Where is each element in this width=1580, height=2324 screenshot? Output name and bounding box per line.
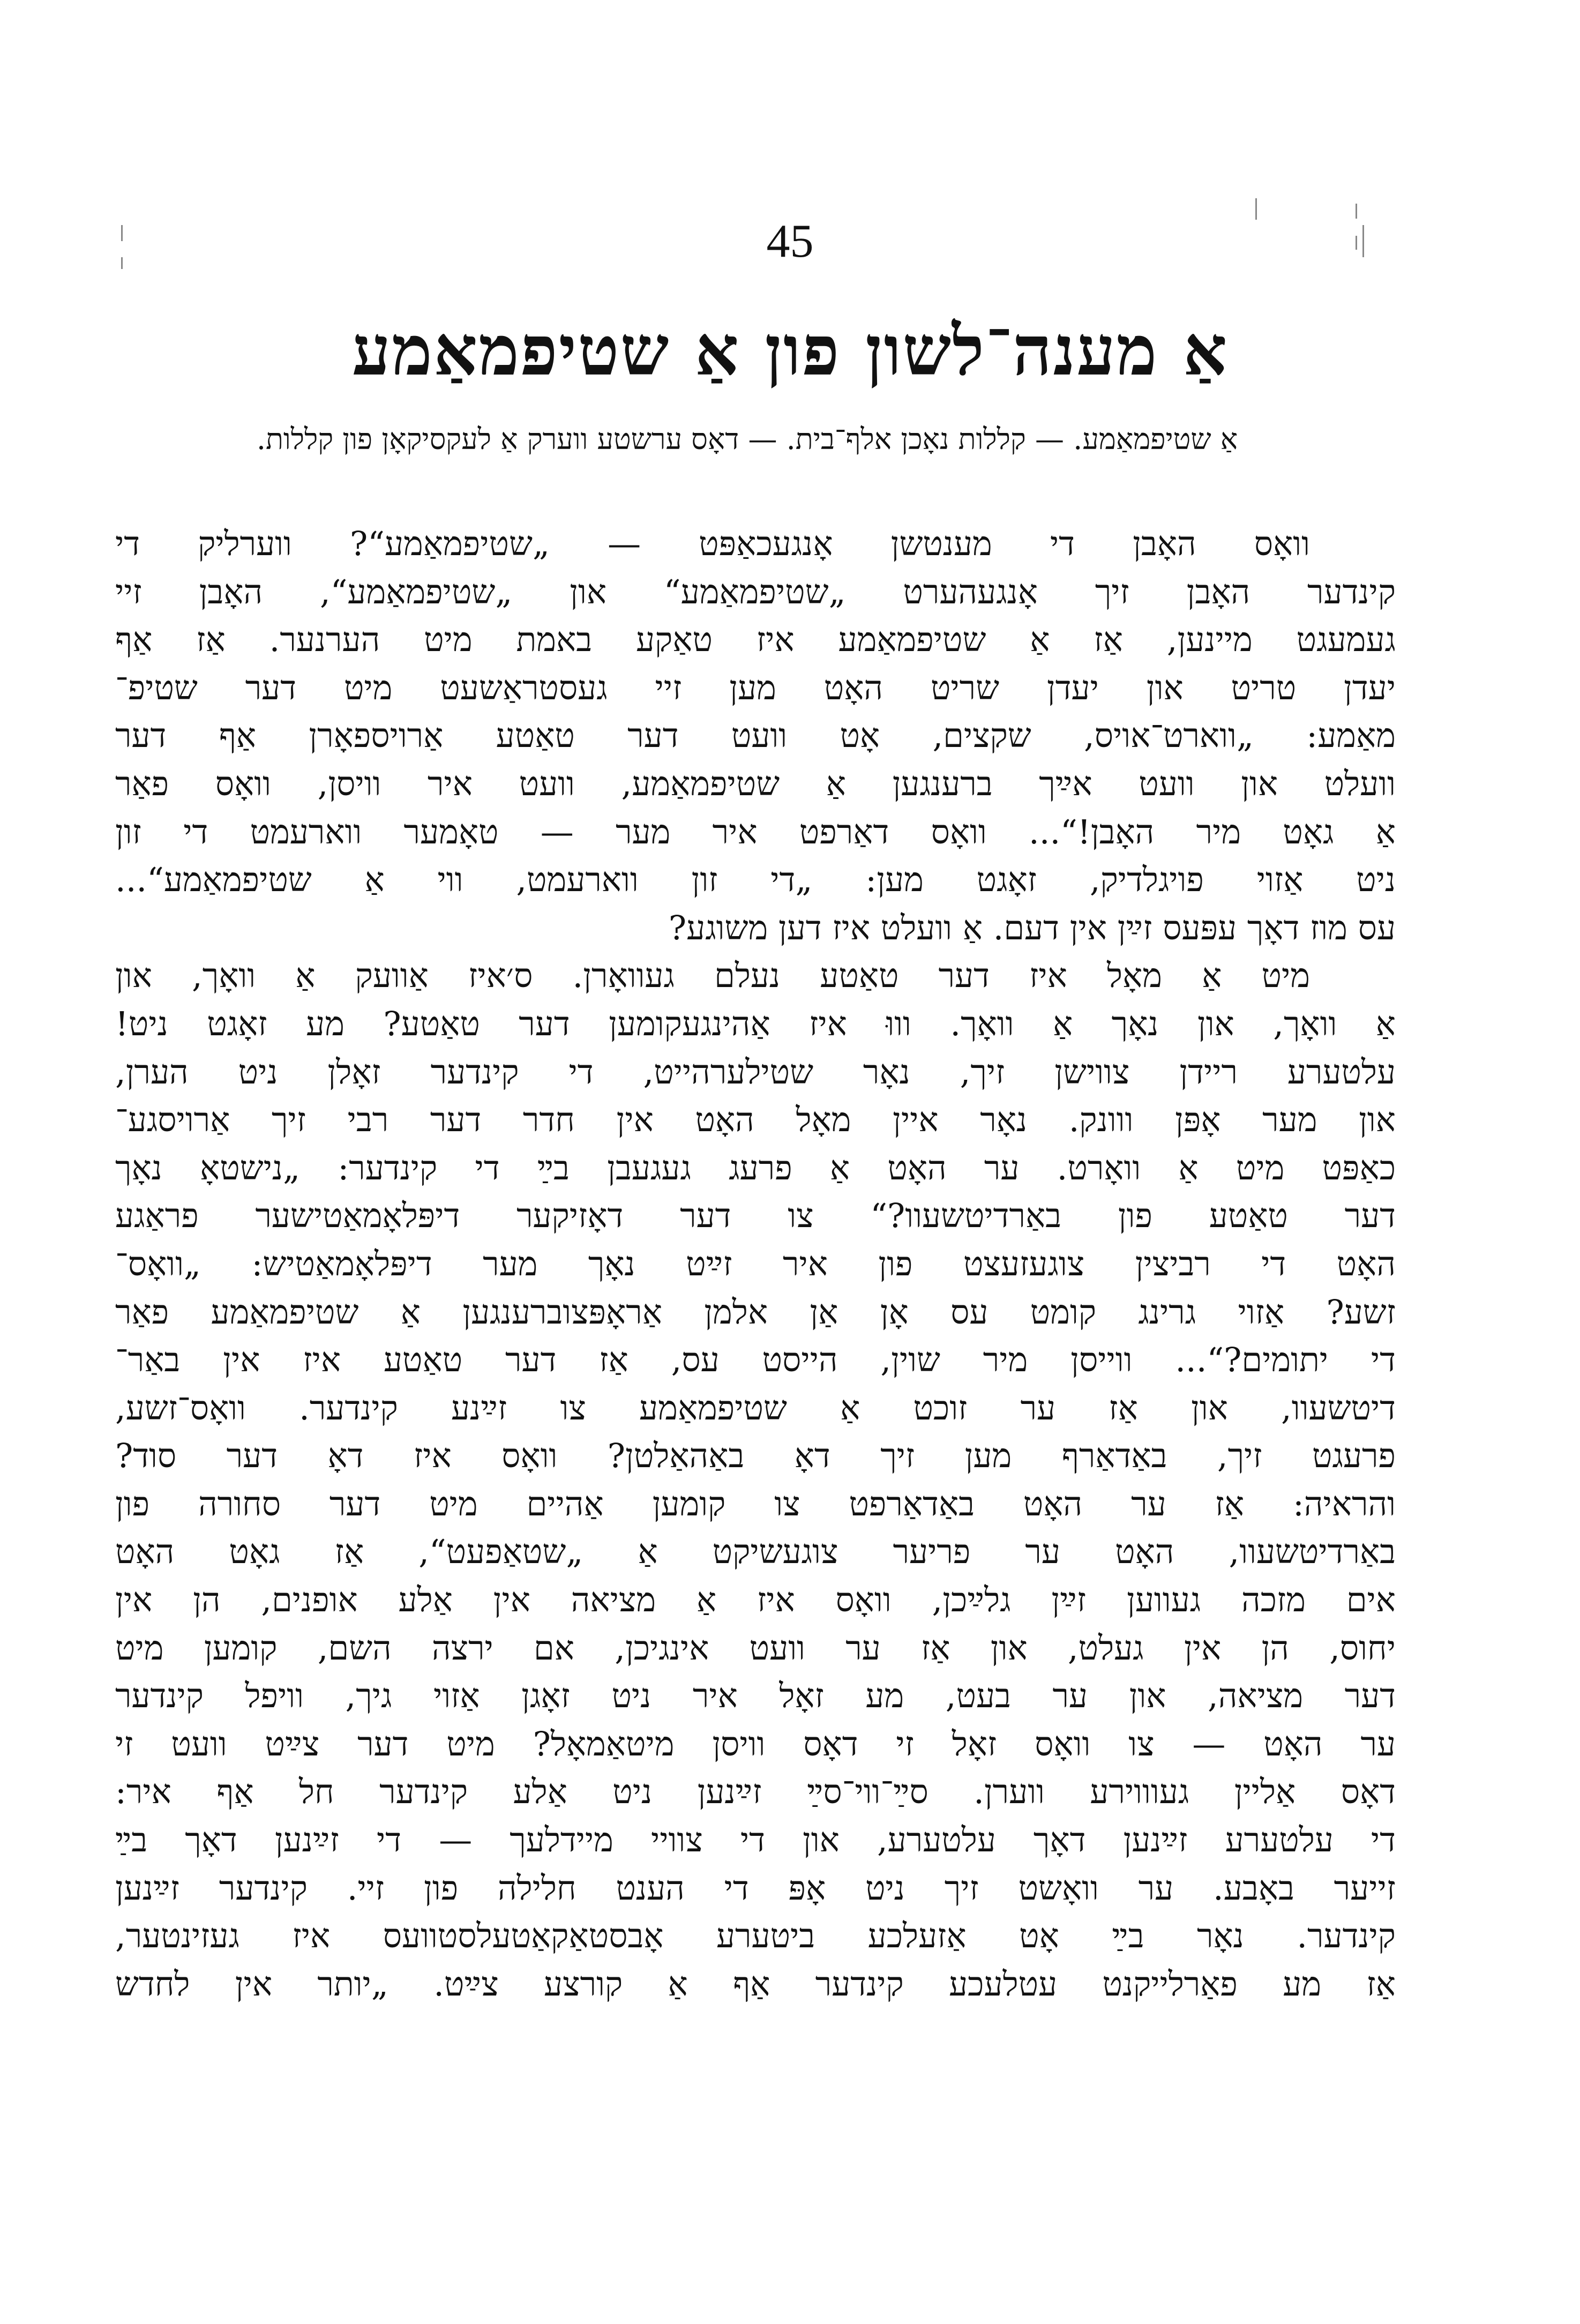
text-line: דאָס אַליין געוווירע ווערן. סײַ־ווי־סײַ זײַנען ניט אַלע קינדער חל אַף איר: — [115, 1772, 1396, 1812]
text-line: די יתומים?“... ווייסן מיר שוין, הייסט עס, אַז דער טאַטע איז אין באַר־ — [115, 1340, 1396, 1380]
text-line: באַרדיטשעוו, האָט ער פריער צוגעשיקט אַ „שטאַפעט“, אַז גאָט האָט — [115, 1532, 1396, 1572]
text-line: דיטשעוו, און אַז ער זוכט אַ שטיפמאַמע צו זײַנע קינדער. וואָס־זשע, — [115, 1388, 1396, 1428]
text-line: די עלטערע זײַנען דאָך עלטערע, און די צוויי מיידלעך — די זײַנען דאָך בײַ — [115, 1820, 1396, 1860]
text-line: קינדער. נאָר בײַ אָט אַזעלכע ביטערע אָבסטאַקאַטעלסטוועס איז געזינטער, — [115, 1916, 1396, 1956]
text-line: וואָס האָבן די מענטשן אָנגעכאַפּט — „שטיפמאַמע“? ווערליק די — [115, 524, 1310, 563]
text-line: וועלט און וועט אײַך ברענגען אַ שטיפמאַמע, וועט איר וויסן, וואָס פאַר — [115, 764, 1396, 803]
text-line: מאַמע: „ווארט־אויס, שקצים, אָט וועט דער טאַטע אַרויספאָרן אַף דער — [115, 716, 1396, 756]
text-line: יחוס, הן אין געלט, און אַז ער וועט אינגיכן, אם ירצה השם, קומען מיט — [115, 1628, 1396, 1668]
text-line: זייער באָבע. ער וואָשט זיך ניט אָפּ די הענט חלילה פון זיי. קינדער זײַנען — [115, 1868, 1396, 1908]
text-line: מיט אַ מאָל איז דער טאַטע נעלם געוואָרן. ס׳איז אַוועק אַ וואָך, און — [115, 956, 1310, 996]
text-line: עלטערע ריידן צווישן זיך, נאָר שטילערהייט, די קינדער זאָלן ניט הערן, — [115, 1052, 1396, 1092]
text-line: אַ גאָט מיר האָבן!“... וואָס דאַרפט איר מער — טאָמער ווארעמט די זון — [115, 812, 1396, 851]
text-line: אַז מע פאַרלייקנט עטלעכע קינדער אַף אַ קורצע צײַט. „יותר אין לחדש — [115, 1964, 1396, 2004]
page-number: 45 — [766, 215, 814, 267]
text-line: עס מוז דאָך עפּעס זײַן אין דעם. אַ וועלט איז דען משוגע? — [668, 908, 1396, 947]
text-line: זשע? אַזוי גרינג קומט עס אָן אַן אלמן אַראָפּצוברענגען אַ שטיפמאַמע פאַר — [115, 1292, 1396, 1332]
text-line: ניט אַזוי פויגלדיק, זאָגט מען: „די זון ווארעמט, ווי אַ שטיפמאַמע“... — [115, 860, 1396, 900]
text-line: פרעגט זיך, באַדאַרף מען זיך דאָ באַהאַלטן? וואָס איז דאָ דער סוד? — [115, 1436, 1396, 1476]
chapter-summary: אַ שטיפמאַמע. — קללות נאָכן אלף־בית. — דאָס ערשטע ווערק אַ לעקסיקאָן פון קללות. — [256, 422, 1238, 456]
text-line: און מער אָפּן ווונק. נאָר איין מאָל האָט אין חדר דער רבי זיך אַרויסגע־ — [115, 1100, 1396, 1140]
text-line: געמעגט מיינען, אַז אַ שטיפמאַמע איז טאַקע באמת מיט הערנער. אַז אַף — [115, 620, 1396, 660]
text-line: דער מציאה, און ער בעט, מע זאָל איר ניט זאָגן אַזוי גיך, וויפל קינדער — [115, 1676, 1396, 1716]
text-line: אַ וואָך, און נאָך אַ וואָך. וווּ איז אַהינגעקומען דער טאַטע? מע זאָגט ניט! — [115, 1004, 1396, 1043]
text-line: כאַפּט מיט אַ וואָרט. ער האָט אַ פרעג געגעבן בײַ די קינדער: „נישטאָ נאָך — [115, 1148, 1396, 1187]
chapter-title: אַ מענה־לשון פון אַ שטיפמאַמע — [351, 311, 1229, 391]
body-text — [115, 520, 1396, 2008]
text-line: קינדער האָבן זיך אָנגעהערט „שטיפמאַמע“ און „שטיפמאַמע“, האָבן זיי — [115, 572, 1396, 611]
text-line: דער טאַטע פון באַרדיטשעוו?“ צו דער דאָזיקער דיפּלאָמאַטישער פראַגע — [115, 1196, 1396, 1236]
text-line: ער האָט — צו וואָס זאָל זי דאָס וויסן מיטאַמאָל? מיט דער צײַט וועט זי — [115, 1724, 1396, 1763]
text-line: האָט די רביצין צוגעזעצט פון איר זײַט נאָך מער דיפּלאָמאַטיש: „וואָס־ — [115, 1244, 1396, 1283]
text-line: יעדן טריט און יעדן שריט האָט מען זיי געסטראַשעט מיט דער שטיפ־ — [115, 668, 1396, 707]
text-line: והראיה: אַז ער האָט באַדאַרפט צו קומען אַהיים מיט דער סחורה פון — [115, 1484, 1396, 1523]
text-line: אים מזכה געווען זײַן גלײַכן, וואָס איז אַ מציאה אין אַלע אופנים, הן אין — [115, 1580, 1396, 1620]
